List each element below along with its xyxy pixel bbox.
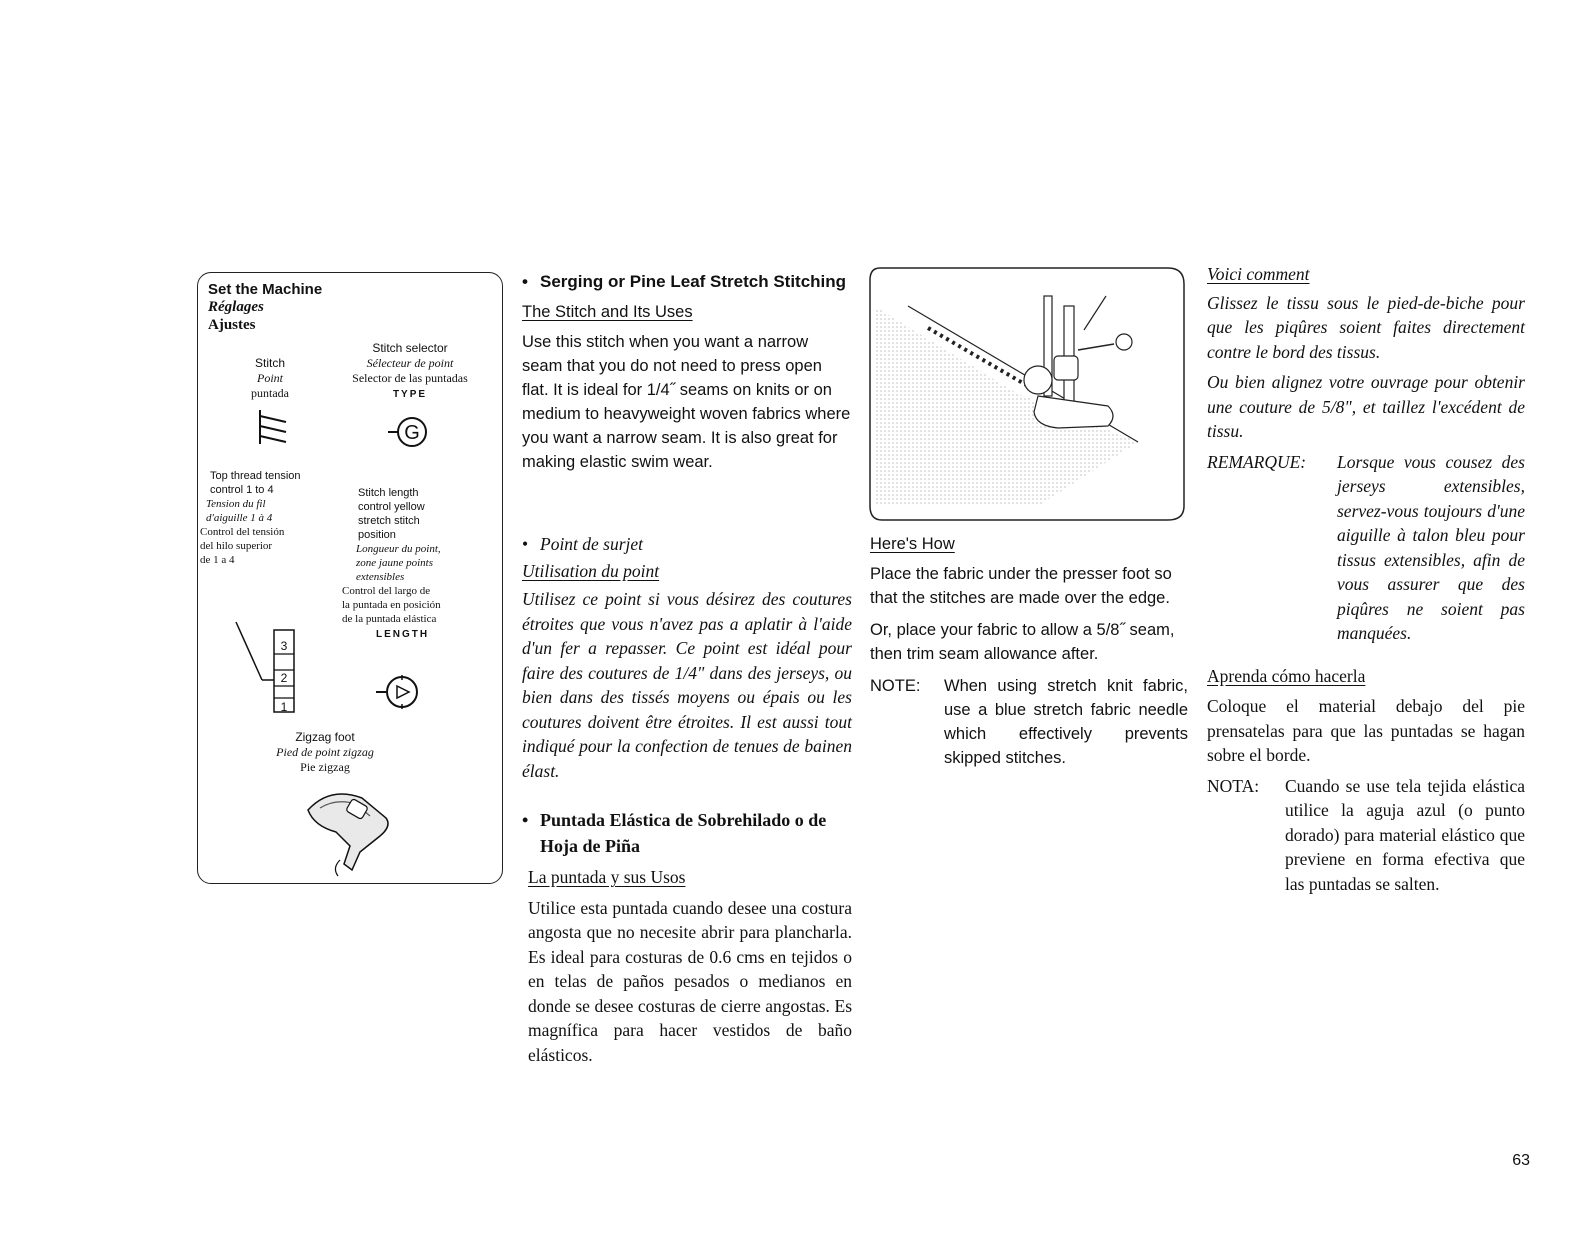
es-subheading: La puntada y sus Usos (528, 867, 686, 887)
es-heading: • Puntada Elástica de Sobrehilado o de Hoja de Piña (522, 810, 827, 856)
en-heading: • Serging or Pine Leaf Stretch Stitching (522, 272, 847, 291)
tension-label: Top thread tension control 1 to 4 Tension du fil d'aiguille 1 à 4 Control del tensión del hilo superior de 1 a 4 (200, 470, 301, 566)
tension-dial-icon (232, 620, 312, 720)
panel-title-fr: Réglages (208, 299, 264, 315)
fr-note-body: Lorsque vous cousez des jerseys extensibles, servez-vous toujours d'une aiguille à talon bleu pour tissus extensibles, afin de vous assurer que des piqûres ne soient pas manquées. (1337, 451, 1525, 643)
dial-number: 2 (280, 671, 288, 685)
sewing-illustration (868, 266, 1186, 522)
stitch-selector-label: Stitch selector Sélecteur de point Selector de las puntadas TYPE (352, 341, 468, 400)
stitch-label: Stitch Point puntada (251, 356, 289, 400)
here-how-p2: Or, place your fabric to allow a 5/8˝ seam, then trim seam allowance after. (870, 621, 1175, 663)
fr-how-p1: Glissez le tissu sous le pied-de-biche pour que les piqûres soient faites directement contre le bord des tissus. (1207, 292, 1525, 362)
panel-title-es: Ajustes (208, 317, 256, 333)
panel-title-en: Set the Machine (208, 281, 323, 298)
column-3 (870, 532, 1190, 770)
note-block (870, 674, 1190, 770)
type-letter: G (404, 422, 420, 444)
length-dial-icon (374, 670, 434, 714)
dial-number: 3 (280, 639, 288, 653)
es-how-p1: Coloque el material debajo del pie prensatelas para que las puntadas se hagan sobre el borde. (1207, 696, 1525, 765)
fr-note-block (1207, 450, 1525, 646)
fr-note-label: REMARQUE: (1207, 451, 1307, 472)
en-body: Use this stitch when you want a narrow seam that you do not need to press open flat. It is ideal for 1/4˝ seams on knits or on medium to heavyweight woven fabrics where you want a narrow seam. It is also great for making elastic swim wear. (522, 333, 851, 471)
fr-how-p2: Ou bien alignez votre ouvrage pour obtenir une couture de 5/8", et taillez l'excédent de tissu. (1207, 372, 1525, 441)
es-body: Utilice esta puntada cuando desee una costura angosta que no necesite abrir para plancharla. Es ideal para costuras de 0.6 cms en tejidos o en telas de paños pesados o medianos en donde se desee costuras de cierre angostas. Es magnífica para hacer vestidos de baño elásticos. (528, 897, 852, 1065)
fr-body: Utilisez ce point si vous désirez des coutures étroites que vous n'avez pas a aplatir à l'aide d'un fer a repasser. Ce point est idéal pour faire des coutures de 1/4" dans des jerseys, ou bien dans des tissés moyens ou épais ou les coutures doivent être étroites. Il est aussi tout indiqué pour la confection de tenues de bainen élast. (522, 589, 852, 781)
es-note-body: Cuando se use tela tejida elástica utilice la aguja azul (o punto dorado) para material elástico que previene en forma efectiva que las puntadas se salten. (1285, 775, 1525, 894)
en-subheading: The Stitch and Its Uses (522, 303, 693, 321)
stitch-length-label: Stitch length control yellow stretch stitch position Longueur du point, zone jaune points extensibles Control del largo de la puntada en posición de la puntada elástica LENGTH (342, 487, 441, 640)
page-number: 63 (1512, 1152, 1530, 1169)
es-note-label: NOTA: (1207, 775, 1260, 796)
es-how-subheading: Aprenda cómo hacerla (1207, 665, 1366, 686)
fr-how-subheading: Voici comment (1207, 264, 1310, 284)
note-label: NOTE: (870, 677, 921, 695)
here-how-subheading: Here's How (870, 535, 955, 553)
column-2 (522, 270, 852, 1067)
column-4 (1207, 262, 1525, 896)
zigzag-foot-label: Zigzag foot Pied de point zigzag Pie zigzag (276, 730, 374, 774)
stitch-pattern-icon (256, 408, 292, 448)
zigzag-foot-icon (300, 780, 400, 880)
fr-subheading: Utilisation du point (522, 560, 660, 581)
es-note-block (1207, 774, 1525, 897)
note-body: When using stretch knit fabric, use a blue stretch fabric needle which effectively prevents skipped stitches. (944, 677, 1188, 767)
type-dial-icon (386, 412, 432, 452)
fr-heading: • Point de surjet (522, 534, 644, 554)
here-how-p1: Place the fabric under the presser foot so that the stitches are made over the edge. (870, 565, 1172, 607)
dial-number: 1 (280, 700, 288, 714)
